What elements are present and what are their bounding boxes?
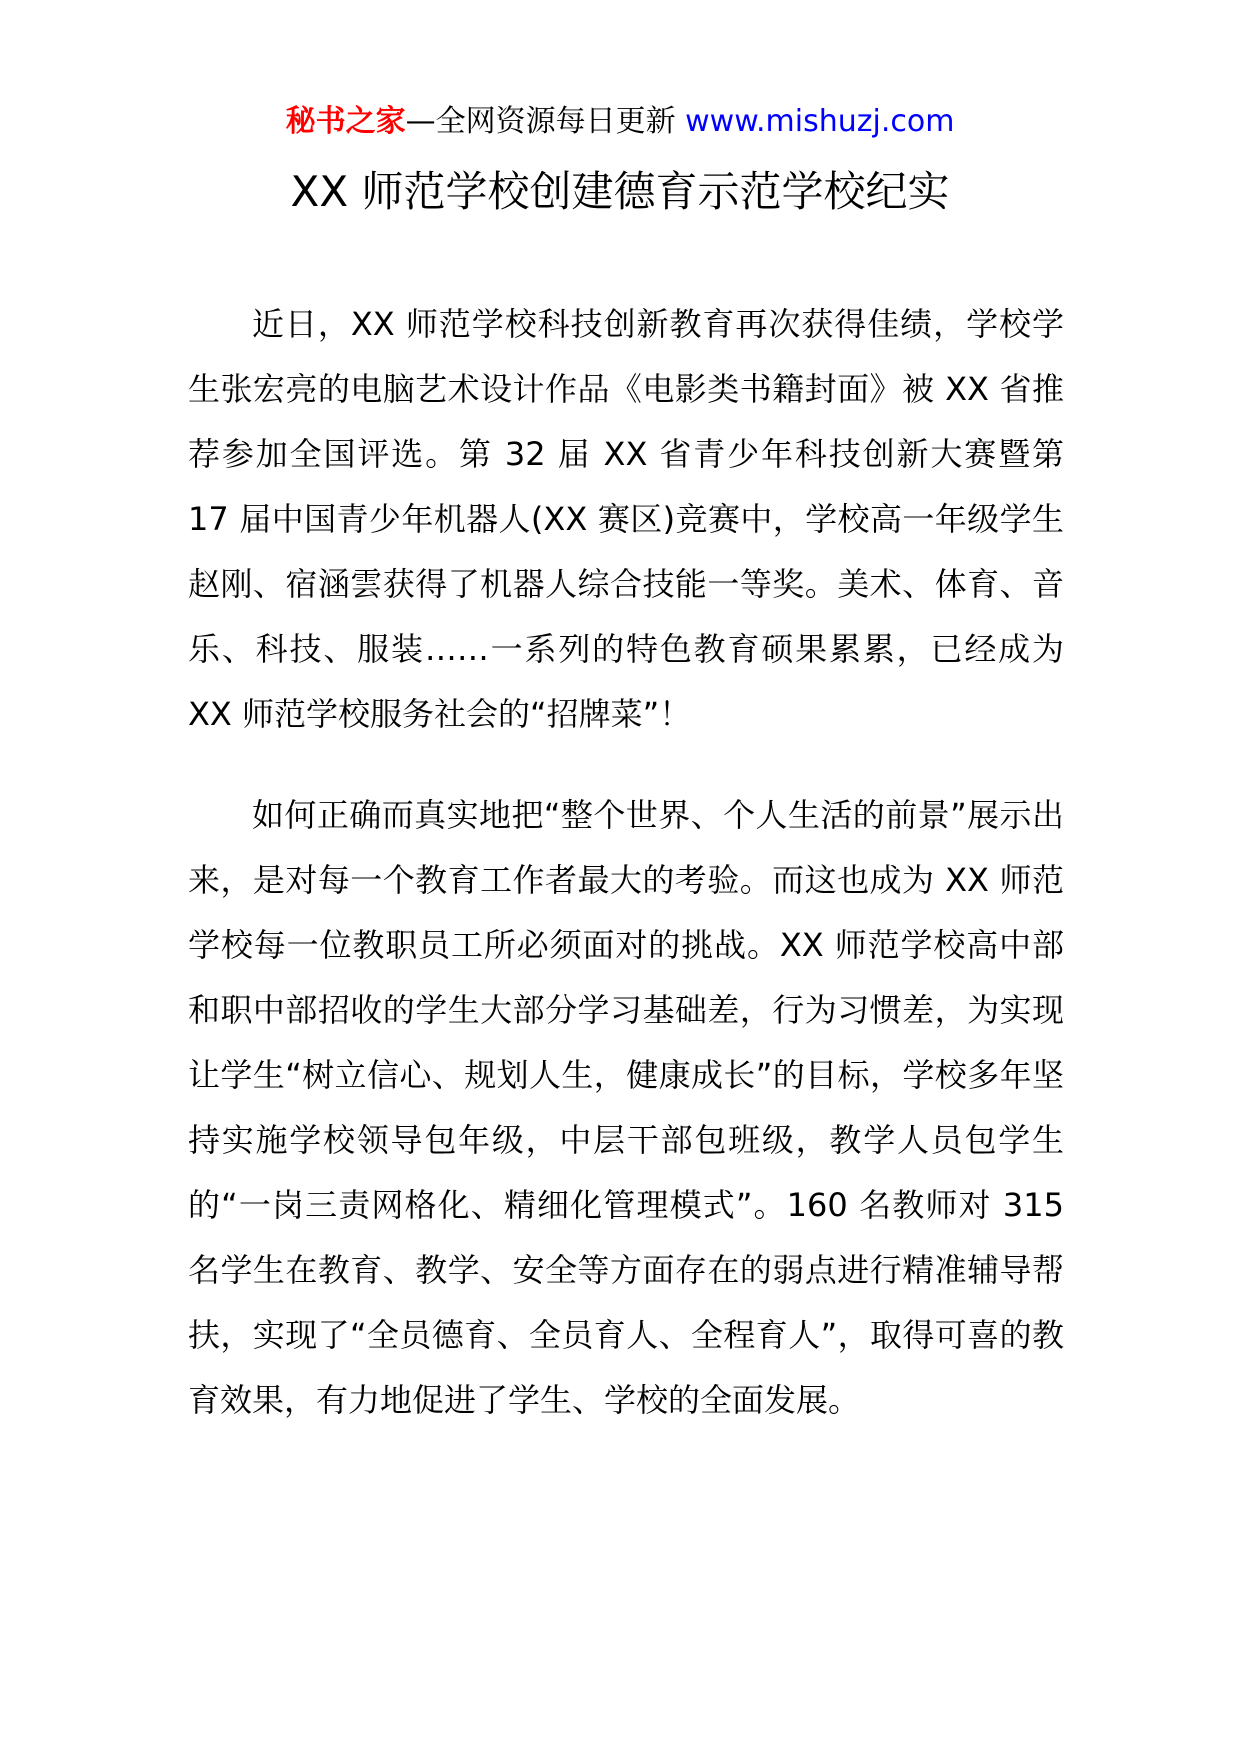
brand-name: 秘书之家	[285, 104, 406, 139]
site-header	[0, 102, 1240, 142]
body-paragraph-1: 近日，XX 师范学校科技创新教育再次获得佳绩，学校学生张宏亮的电脑艺术设计作品《电影类书籍封面》被 XX 省推荐参加全国评选。第 32 届 XX 省青少年科技创新大赛暨第 17 届中国青少年机器人(XX 赛区)竞赛中，学校高一年级学生赵刚、宿涵雲获得了机器人综合技能一等奖。美术、体育、音乐、科技、服装……一系列的特色教育硕果累累，已经成为 XX 师范学校服务社会的“招牌菜”！	[188, 305, 1064, 733]
body-paragraph-2: 如何正确而真实地把“整个世界、个人生活的前景”展示出来，是对每一个教育工作者最大的考验。而这也成为 XX 师范学校每一位教职员工所必须面对的挑战。XX 师范学校高中部和职中部招收的学生大部分学习基础差，行为习惯差，为实现让学生“树立信心、规划人生，健康成长”的目标，学校多年坚持实施学校领导包年级，中层干部包班级，教学人员包学生的“一岗三责网格化、精细化管理模式”。160 名教师对 315 名学生在教育、教学、安全等方面存在的弱点进行精准辅导帮扶，实现了“全员德育、全员育人、全程育人”，取得可喜的教育效果，有力地促进了学生、学校的全面发展。	[188, 796, 1064, 1419]
document-title: XX 师范学校创建德育示范学校纪实	[290, 167, 950, 216]
header-tagline: —全网资源每日更新	[405, 104, 686, 139]
site-url-link[interactable]: www.mishuzj.com	[685, 104, 955, 139]
